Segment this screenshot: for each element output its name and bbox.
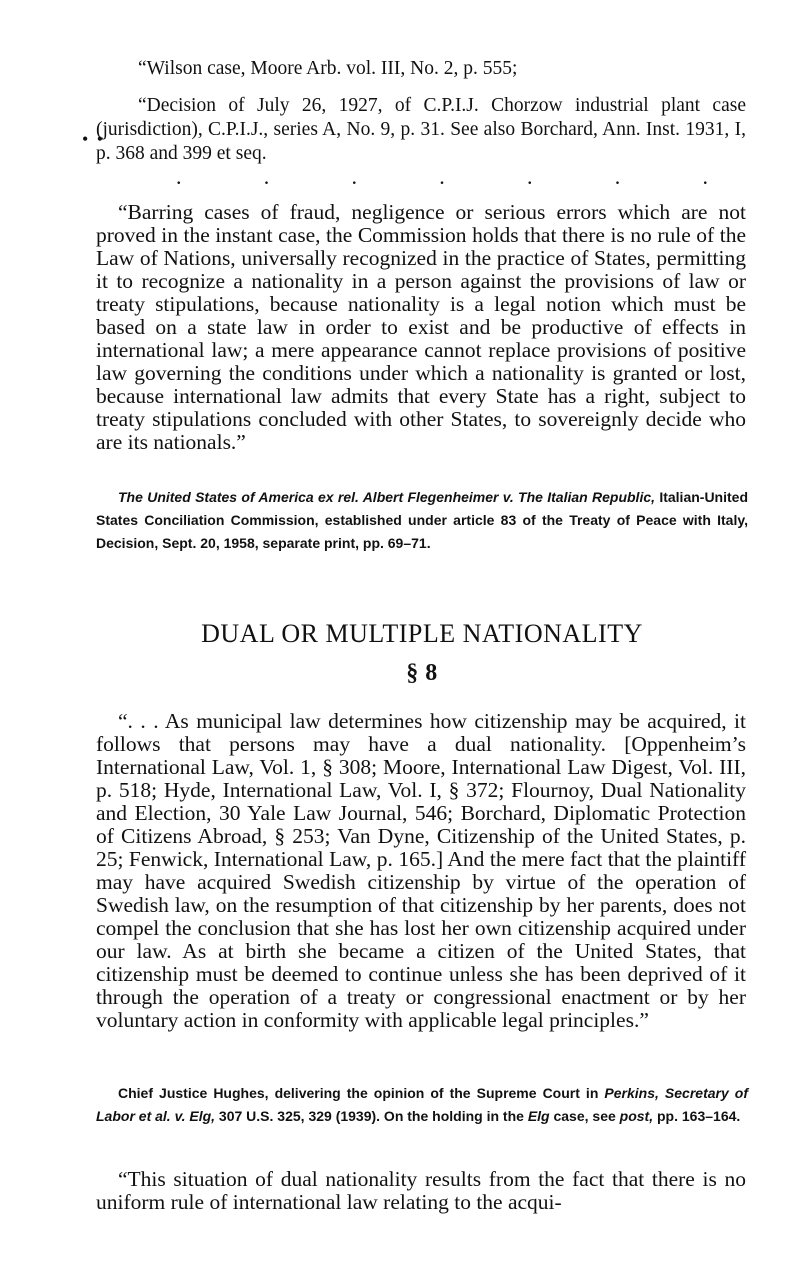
section-number: § 8 <box>406 660 438 686</box>
citation-reference: 307 U.S. 325, 329 (1939). On the holding in the <box>215 1108 528 1124</box>
footnote-marker: • • <box>82 129 106 149</box>
citation-perkins-elg <box>96 1082 748 1128</box>
ellipsis-dot: . <box>351 164 357 189</box>
citation-post: post, <box>619 1108 654 1124</box>
quote-dual-nationality: “This situation of dual nationality results from the fact that there is no uniform rule of international law relating to the acqui- <box>96 1167 746 1214</box>
quote-flegenheimer: “Barring cases of fraud, negligence or serious errors which are not proved in the instant case, the Commission holds that there is no rule of the Law of Nations, universally recognized in the practice of States, permitting it to recognize a nationality in a person against the provisions of law or treaty stipulations, because nationality is a legal notion which must be based on a state law in order to exist and be productive of effects in international law; a mere appearance cannot replace provisions of positive law governing the conditions under which a nationality is granted or lost, because international law admits that every State has a right, subject to treaty stipulations concluded with other States, to sovereignly decide who are its nationals.” <box>96 200 746 454</box>
citation-see: case, see <box>549 1108 620 1124</box>
omission-ellipsis <box>176 166 708 188</box>
ellipsis-dot: . <box>527 164 533 189</box>
ellipsis-dot: . <box>176 164 182 189</box>
citation-prefix: Chief Justice Hughes, delivering the opinion of the Supreme Court in <box>118 1085 605 1101</box>
ellipsis-dot: . <box>702 164 708 189</box>
citation-elg: Elg <box>527 1108 550 1124</box>
citation-details: Italian-United States Conciliation Commission, established under article 83 of the Treaty of Peace with Italy, Decision, Sept. 20, 1958, separate print, pp. 69–71. <box>96 489 749 551</box>
ellipsis-dot: . <box>263 164 270 189</box>
footnote-wilson: “Wilson case, Moore Arb. vol. III, No. 2, p. 555; <box>138 58 518 79</box>
footnote-chorzow: “Decision of July 26, 1927, of C.P.I.J. Chorzow industrial plant case (jurisdiction), C.P.I.J., series A, No. 9, p. 31. See also Borchard, Ann. Inst. 1931, I, p. 368 and 399 et seq. <box>96 95 746 164</box>
quote-perkins-elg: “. . . As municipal law determines how citizenship may be acquired, it follows that persons may have a dual nationality. [Oppenheim’s International Law, Vol. 1, § 308; Moore, International Law Digest, Vol. III, p. 518; Hyde, International Law, Vol. I, § 372; Flournoy, Dual Nationality and Election, 30 Yale Law Journal, 546; Borchard, Diplomatic Protection of Citizens Abroad, § 253; Van Dyne, Citizenship of the United States, p. 25; Fenwick, International Law, p. 165.] And the mere fact that the plaintiff may have acquired Swedish citizenship by virtue of the operation of Swedish law, on the resumption of that citizenship by her parents, does not compel the conclusion that she has lost her own citizenship acquired under our law. As at birth she became a citizen of the United States, that citizenship must be deemed to continue unless she has been deprived of it through the operation of a treaty or congressional enactment or by her voluntary action in conformity with applicable legal principles.” <box>96 709 746 1032</box>
citation-pages: pp. 163–164. <box>653 1108 741 1124</box>
section-heading: DUAL OR MULTIPLE NATIONALITY <box>201 619 643 648</box>
citation-case-name: The United States of America ex rel. Albert Flegenheimer v. The Italian Republic, <box>118 489 656 505</box>
ellipsis-dot: . <box>614 164 621 189</box>
citation-flegenheimer <box>96 486 748 555</box>
citation-case-name: Perkins, Secretary of Labor et al. v. Elg, <box>96 1085 749 1124</box>
ellipsis-dot: . <box>439 164 445 189</box>
